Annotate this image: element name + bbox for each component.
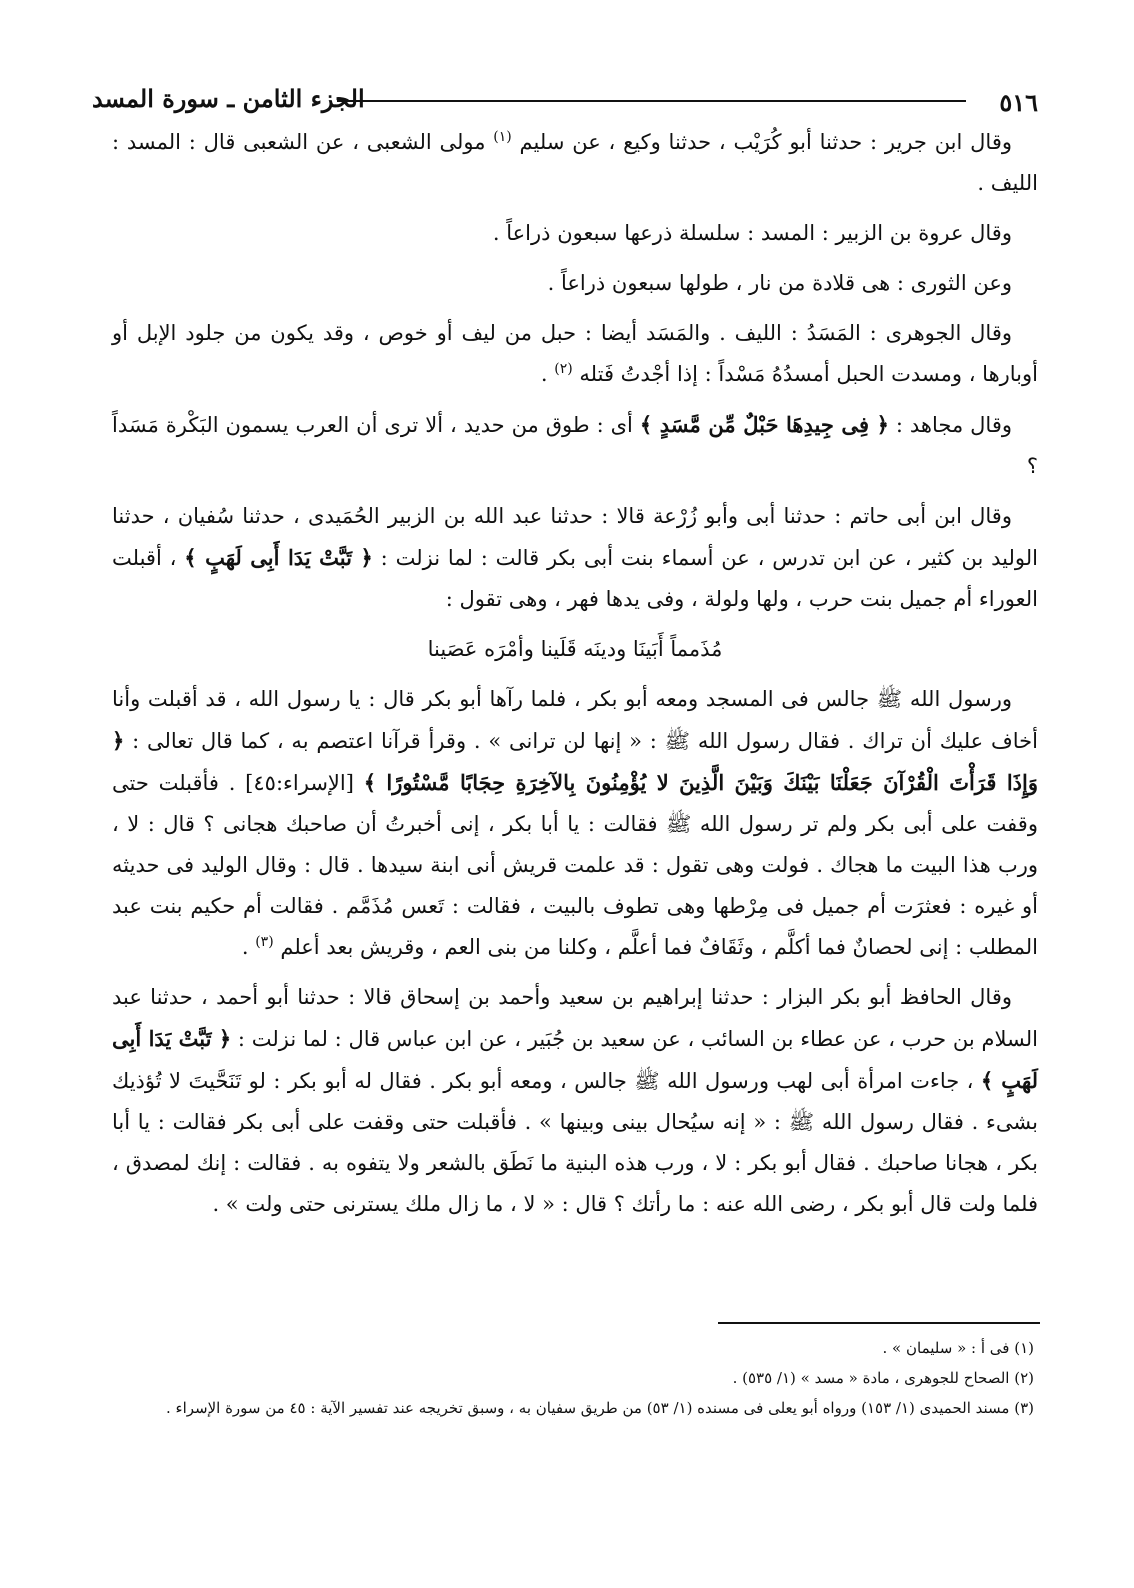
footnote-1: (١) فى أ : « سليمان » . [882,1339,1034,1357]
paragraph-ibn-jarir: وقال ابن جرير : حدثنا أبو كُرَيْب ، حدثنا وكيع ، عن سليم $^{(١)}$ مولى الشعبى ، عن الشعبى قال : المسد : الليف . [112,129,1038,195]
header-rule [337,100,966,102]
running-title: الجزء الثامن ـ سورة المسد [92,84,365,113]
footnote-ref: (٢) [554,361,573,377]
paragraph-bazzar: وقال الحافظ أبو بكر البزار : حدثنا إبراهيم بن سعيد وأحمد بن إسحاق قالا : حدثنا أبو أحمد ، حدثنا عبد السلام بن حرب ، عن عطاء بن السائب ، عن سعيد بن جُبَير ، عن ابن عباس قال : لما نزلت : ﴿ تَبَّتْ يَدَا أَبِى لَهَبٍ ﴾ ، جاءت امرأة أبى لهب ورسول الله ﷺ جالس ، ومعه أبو بكر . فقال له أبو بكر : لو تَنَحَّيتَ لا تُؤذيك بشىء . فقال رسول الله ﷺ : « إنه سيُحال بينى وبينها » . فأقبلت حتى وقفت على أبى بكر فقالت : يا أبا بكر ، هجانا صاحبك . فقال أبو بكر : لا ، ورب هذه البنية ما نَطَق بالشعر ولا يتفوه به . فقالت : إنك لمصدق ، فلما ولت قال أبو بكر ، رضى الله عنه : ما رأتك ؟ قال : « لا ، ما زال ملك يسترنى حتى ولت » . [112,985,1038,1216]
main-text [112,122,1038,1234]
paragraph-jawhari: وقال الجوهرى : المَسَدُ : الليف . والمَسَد أيضا : حبل من ليف أو خوص ، وقد يكون من جلود الإبل أو أوبارها ، ومسدت الحبل أمسدُهُ مَسْداً : إذا أجْدتُ فَتله $^{(٢)}$ . [112,321,1038,386]
paragraph-ibn-abi-hatim: وقال ابن أبى حاتم : حدثنا أبى وأبو زُرْعة قالا : حدثنا عبد الله بن الزبير الحُمَيدى ، حدثنا سُفيان ، حدثنا الوليد بن كثير ، عن ابن تدرس ، عن أسماء بنت أبى بكر قالت : لما نزلت : ﴿ تَبَّتْ يَدَا أَبِى لَهَبٍ ﴾ ، أقبلت العوراء أم جميل بنت حرب ، ولها ولولة ، وفى يدها فهر ، وهى تقول : [112,504,1038,611]
quran-verse: ﴿ وَإِذَا قَرَأْتَ الْقُرْآنَ جَعَلْنَا بَيْنَكَ وَبَيْنَ الَّذِينَ لا يُؤْمِنُونَ بِالآخِرَةِ حِجَابًا مَّسْتُورًا ﴾ [112,728,1038,795]
footnote-3: (٣) مسند الحميدى (١/ ١٥٣) ورواه أبو يعلى فى مسنده (١/ ٥٣) من طريق سفيان به ، وسبق تخريجه عند تفسير الآية : ٤٥ من سورة الإسراء . [165,1399,1034,1417]
footnote-2: (٢) الصحاح للجوهرى ، مادة « مسد » (١/ ٥٣٥) . [732,1369,1034,1387]
poem-line: مُذَمماً أَبَينَا ودينَه قَلَينا وأمْرَه عَصَينا [427,637,723,661]
quran-verse: ﴿ تَبَّتْ يَدَا أَبِى لَهَبٍ ﴾ [184,545,373,570]
paragraph-urwa: وقال عروة بن الزبير : المسد : سلسلة ذرعها سبعون ذراعاً . [492,221,1012,245]
footnotes [112,1335,1034,1425]
footnote-rule [718,1322,1040,1324]
page-number: ٥١٦ [999,88,1038,117]
paragraph-mujahid: وقال مجاهد : ﴿ فِى جِيدِهَا حَبْلٌ مِّن مَّسَدٍ ﴾ أى : طوق من حديد ، ألا ترى أن العرب يسمون البَكْرة مَسَداً ؟ [112,412,1038,478]
paragraph-thawri: وعن الثورى : هى قلادة من نار ، طولها سبعون ذراعاً . [547,271,1012,295]
footnote-ref: (٣) [255,934,274,950]
quran-verse: ﴿ فِى جِيدِهَا حَبْلٌ مِّن مَّسَدٍ ﴾ [639,412,889,437]
page-header [92,70,1038,130]
paragraph-rasul-allah: ورسول الله ﷺ جالس فى المسجد ومعه أبو بكر ، فلما رآها أبو بكر قال : يا رسول الله ، قد أقبلت وأنا أخاف عليك أن تراك . فقال رسول الله ﷺ : « إنها لن ترانى » . وقرأ قرآنا اعتصم به ، كما قال تعالى : ﴿ وَإِذَا قَرَأْتَ الْقُرْآنَ جَعَلْنَا بَيْنَكَ وَبَيْنَ الَّذِينَ لا يُؤْمِنُونَ بِالآخِرَةِ حِجَابًا مَّسْتُورًا ﴾ [الإسراء:٤٥] . فأقبلت حتى وقفت على أبى بكر ولم تر رسول الله ﷺ فقالت : يا أبا بكر ، إنى أخبرتُ أن صاحبك هجانى ؟ قال : لا ، ورب هذا البيت ما هجاك . فولت وهى تقول : قد علمت قريش أنى ابنة سيدها . قال : وقال الوليد فى حديثه أو غيره : فعثرَت أم جميل فى مِرْطها وهى تطوف بالبيت ، فقالت : تَعس مُذَمَّم . فقالت أم حكيم بنت عبد المطلب : إنى لحصانٌ فما أكلَّم ، وثَقَافٌ فما أعلَّم ، وكلنا من بنى العم ، وقريش بعد أعلم $^{(٣)}$ . [112,687,1038,959]
footnote-ref: (١) [493,129,512,145]
quran-verse: ﴿ تَبَّتْ يَدَا أَبِى لَهَبٍ ﴾ [112,1026,1038,1093]
